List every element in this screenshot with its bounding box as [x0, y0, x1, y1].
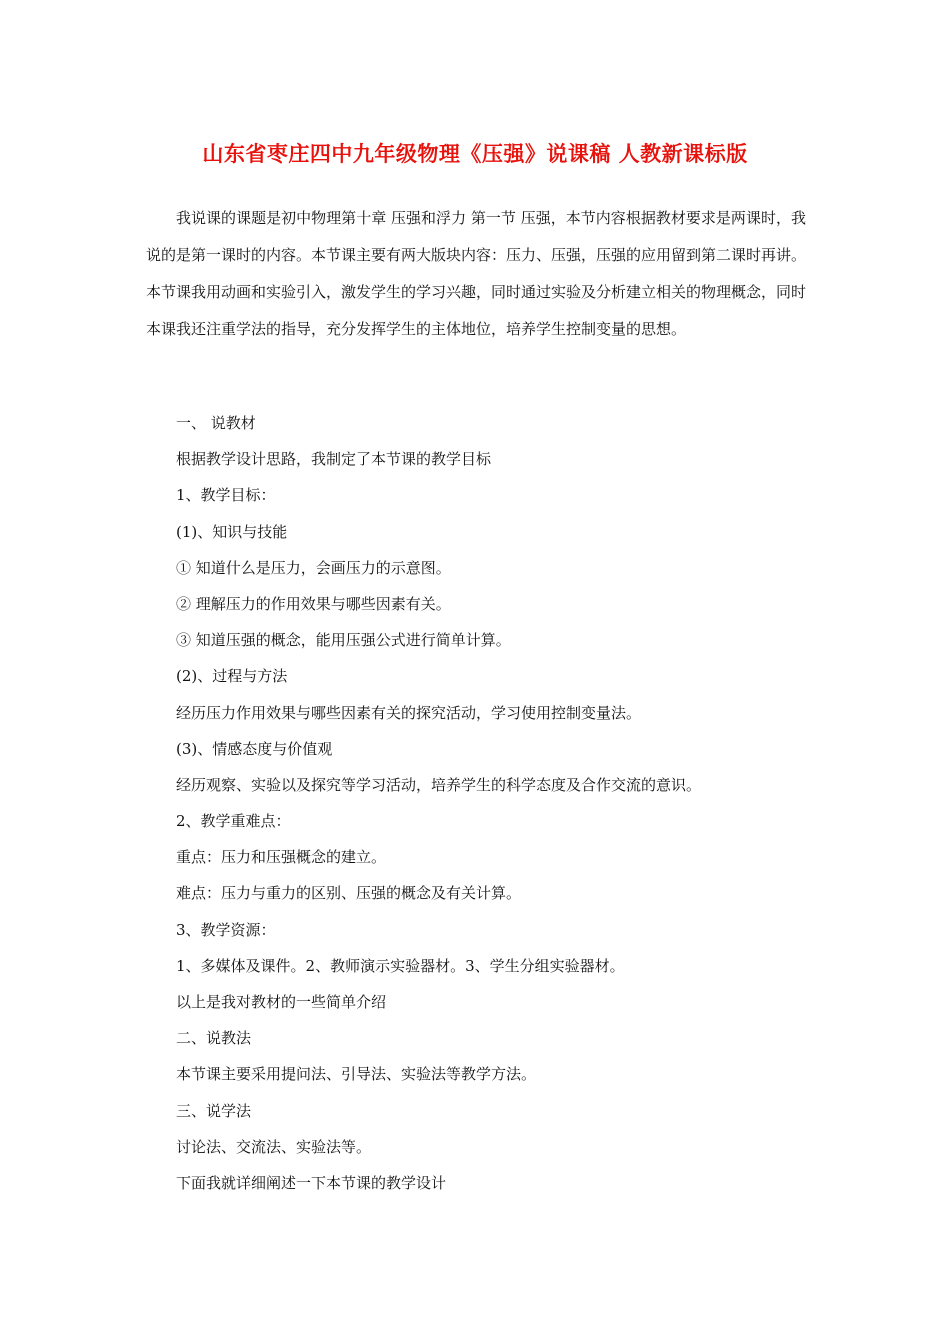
body-line: 讨论法、交流法、实验法等。: [176, 1137, 372, 1156]
body-line: 经历压力作用效果与哪些因素有关的探究活动，学习使用控制变量法。: [176, 703, 642, 722]
body-line: 经历观察、实验以及探究等学习活动，培养学生的科学态度及合作交流的意识。: [176, 775, 702, 794]
goal-item: ③ 知道压强的概念，能用压强公式进行简单计算。: [176, 631, 511, 650]
goal-heading-process-method: (2)、过程与方法: [176, 667, 288, 686]
goal-heading-attitude-values: (3)、情感态度与价值观: [176, 739, 333, 758]
section-heading-learning-method: 三、说学法: [176, 1101, 252, 1120]
intro-paragraph: 我说课的课题是初中物理第十章 压强和浮力 第一节 压强，本节内容根据教材要求是两课时，我说的是第一课时的内容。本节课主要有两大版块内容：压力、压强，压强的应用留到第二课时再讲。本节课我用动画和实验引入，激发学生的学习兴趣，同时通过实验及分析建立相关的物理概念，同时本课我还注重学法的指导，充分发挥学生的主体地位，培养学生控制变量的思想。: [146, 209, 807, 338]
body-line: 难点：压力与重力的区别、压强的概念及有关计算。: [176, 884, 522, 903]
subsection-heading-teaching-goals: 1、教学目标：: [176, 486, 276, 505]
subsection-heading-key-points: 2、教学重难点：: [176, 812, 291, 831]
section-heading-teaching-material: 一、 说教材: [176, 414, 256, 432]
body-line: 下面我就详细阐述一下本节课的教学设计: [176, 1173, 447, 1192]
body-line: 根据教学设计思路，我制定了本节课的教学目标: [176, 450, 492, 469]
body-line: 本节课主要采用提问法、引导法、实验法等教学方法。: [176, 1065, 537, 1084]
goal-item: ② 理解压力的作用效果与哪些因素有关。: [176, 594, 451, 613]
body-lines: [176, 405, 701, 1201]
subsection-heading-resources: 3、教学资源：: [176, 920, 276, 939]
goal-heading-knowledge-skills: (1)、知识与技能: [176, 522, 288, 541]
body-line: 重点：压力和压强概念的建立。: [176, 848, 387, 867]
document-title: 山东省枣庄四中九年级物理《压强》说课稿 人教新课标版: [202, 141, 748, 167]
body-line: 1、多媒体及课件。2、教师演示实验器材。3、学生分组实验器材。: [176, 956, 625, 975]
body-line: 以上是我对教材的一些简单介绍: [176, 993, 387, 1011]
section-heading-teaching-method: 二、说教法: [176, 1029, 252, 1048]
goal-item: ① 知道什么是压力，会画压力的示意图。: [176, 558, 451, 577]
